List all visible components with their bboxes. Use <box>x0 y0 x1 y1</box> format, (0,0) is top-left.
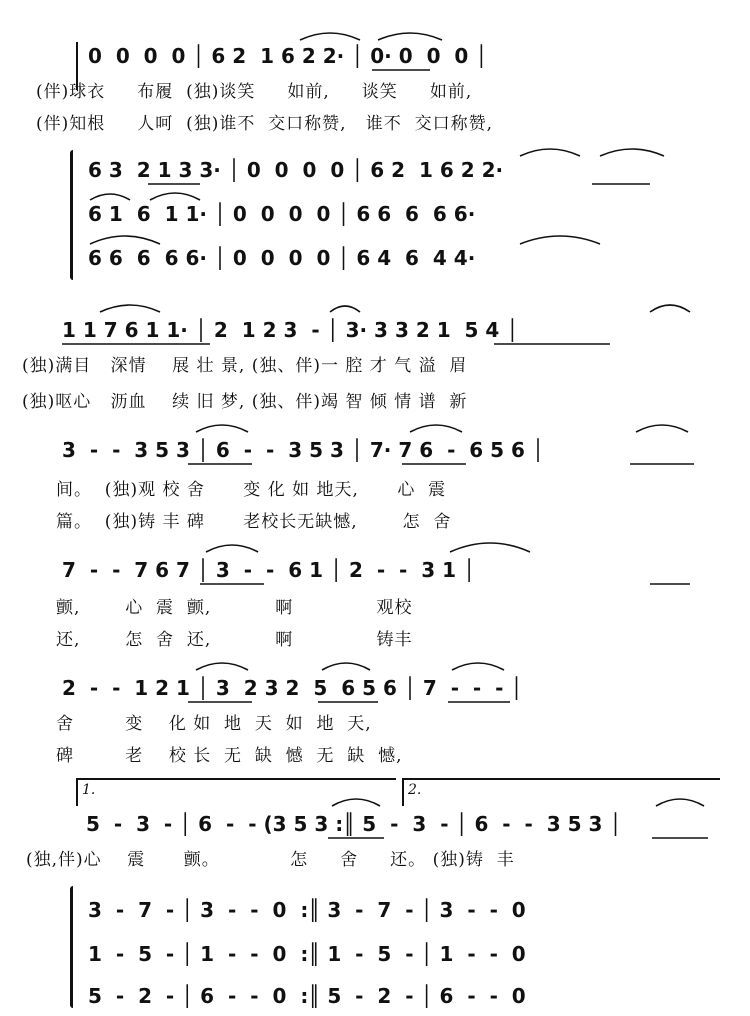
slur-mark <box>450 543 530 552</box>
lyrics-line-3-verse-2: 篇。 (独)铸 丰 碑 老校长无缺憾, 怎 舍 <box>56 512 452 532</box>
chord-top-line-6: 3 - 7 - │ 3 - - 0 :║ 3 - 7 - │ 3 - - 0 <box>88 898 526 922</box>
slur-mark <box>410 425 462 432</box>
melody-line-1: 0 0 0 0 │ 6 2 1 6 2 2· │ 0· 0 0 0 │ <box>88 44 488 68</box>
lyrics-line-3-verse-1: 间。 (独)观 校 舍 变 化 如 地天, 心 震 <box>56 480 447 500</box>
chord-bot-line-1: 6 6 6 6 6· │ 0 0 0 0 │ 6 4 6 4 4· <box>88 246 476 270</box>
slur-mark <box>196 663 248 670</box>
lyrics-line-5-verse-1: 舍 变 化 如 地 天 如 地 天, <box>56 714 372 734</box>
lyrics-line-2-verse-1: (独)满目 深情 展 壮 景, (独、伴)一 腔 才 气 溢 眉 <box>22 356 468 376</box>
melody-line-5: 2 - - 1 2 1 │ 3 2 3 2 5 6 5 6 │ 7 - - - │ <box>62 676 523 700</box>
melody-line-3: 3 - - 3 5 3 │ 6 - - 3 5 3 │ 7· 7 6 - 6 5 6 │ <box>62 438 544 462</box>
slur-mark <box>600 149 664 156</box>
melody-line-6: 5 - 3 - │ 6 - - (3 5 3 :║ 5 - 3 - │ 6 - - 3 5 3 │ <box>86 812 622 836</box>
lyrics-line-1-verse-1: (伴)球衣 布履 (独)谈笑 如前, 谈笑 如前, <box>36 82 473 102</box>
slur-mark <box>520 236 600 244</box>
slur-mark <box>90 236 160 244</box>
lyrics-line-2-verse-2: (独)呕心 沥血 续 旧 梦, (独、伴)竭 智 倾 情 谱 新 <box>22 392 468 412</box>
volta-1-number: 1. <box>82 782 96 798</box>
slur-mark <box>332 799 380 806</box>
lyrics-line-1-verse-2: (伴)知根 人呵 (独)谁不 交口称赞, 谁不 交口称赞, <box>36 114 493 134</box>
slur-mark <box>150 193 200 200</box>
lyrics-line-6: (独,伴)心 震 颤。 怎 舍 还。 (独)铸 丰 <box>26 850 515 870</box>
slur-mark <box>452 663 504 670</box>
slur-mark <box>330 306 360 312</box>
chord-mid-line-1: 6 1 6 1 1· │ 0 0 0 0 │ 6 6 6 6 6· <box>88 202 476 226</box>
chord-bot-line-6: 5 - 2 - │ 6 - - 0 :║ 5 - 2 - │ 6 - - 0 <box>88 984 526 1008</box>
chord-top-line-1: 6 3 2 1 3 3· │ 0 0 0 0 │ 6 2 1 6 2 2· <box>88 158 504 182</box>
slur-mark <box>206 545 258 552</box>
slur-mark <box>196 425 248 432</box>
slur-mark <box>322 663 370 670</box>
slur-mark <box>656 799 704 806</box>
melody-line-2: 1 1 7 6 1 1· │ 2 1 2 3 - │ 3· 3 3 2 1 5 4 │ <box>62 318 519 342</box>
slur-mark <box>300 33 360 40</box>
slur-mark <box>90 194 130 200</box>
lyrics-line-5-verse-2: 碑 老 校 长 无 缺 憾 无 缺 憾, <box>56 746 403 766</box>
slur-mark <box>100 305 160 312</box>
slur-mark <box>650 305 690 312</box>
slur-mark <box>636 425 688 432</box>
slur-mark <box>378 33 442 40</box>
lyrics-line-4-verse-2: 还, 怎 舍 还, 啊 铸丰 <box>56 630 413 650</box>
volta-2-number: 2. <box>408 782 422 798</box>
chord-mid-line-6: 1 - 5 - │ 1 - - 0 :║ 1 - 5 - │ 1 - - 0 <box>88 942 526 966</box>
melody-line-4: 7 - - 7 6 7 │ 3 - - 6 1 │ 2 - - 3 1 │ <box>62 558 476 582</box>
lyrics-line-4-verse-1: 颤, 心 震 颤, 啊 观校 <box>56 598 413 618</box>
slur-mark <box>520 149 580 156</box>
